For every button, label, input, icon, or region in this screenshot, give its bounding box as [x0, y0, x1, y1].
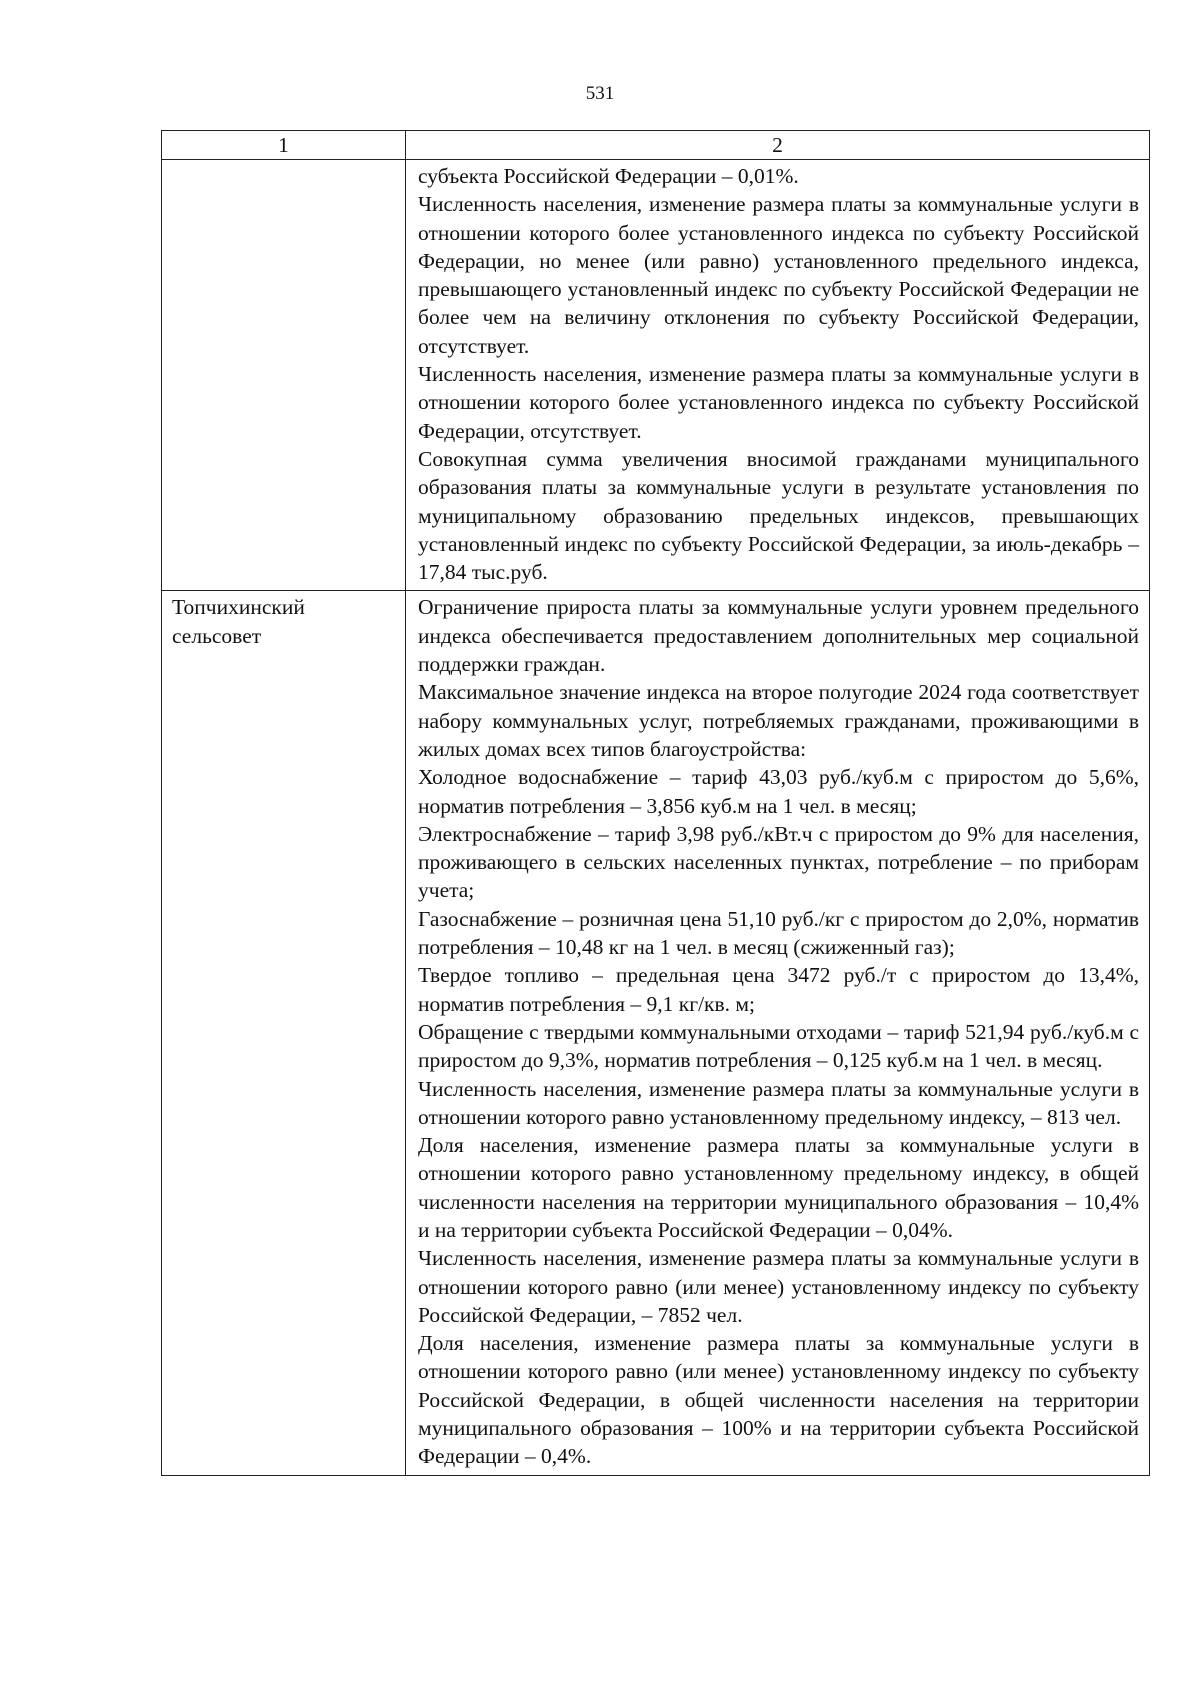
table-row	[162, 160, 1150, 591]
paragraph: Электроснабжение – тариф 3,98 руб./кВт.ч с приростом до 9% для населения, проживающего в сельских населенных пунктах, потребление – по приборам учета;	[418, 821, 1139, 903]
paragraph: Доля населения, изменение размера платы за коммунальные услуги в отношении которого равно (или менее) установленному индексу по субъекту Российской Федерации, в общей численности населения на территории муниципального образования – 100% и на территории субъекта Российской Федерации – 0,4%.	[418, 1331, 1139, 1469]
paragraph: Твердое топливо – предельная цена 3472 руб./т с приростом до 13,4%, норматив потребления – 9,1 кг/кв. м;	[418, 963, 1139, 1016]
paragraph: Численность населения, изменение размера платы за коммунальные услуги в отношении которого более установленного индекса по субъекту Российской Федерации, отсутствует.	[418, 362, 1139, 443]
column-header-1: 1	[162, 131, 406, 160]
paragraph: Совокупная сумма увеличения вносимой гражданами муниципального образования платы за коммунальные услуги в результате установления по муниципальному образованию предельных индексов, превышающих установленный индекс по субъекту Российской Федерации, за июль-декабрь – 17,84 тыс.руб.	[418, 446, 1139, 585]
table-header-row	[162, 131, 1150, 160]
paragraph: Максимальное значение индекса на второе полугодие 2024 года соответствует набору коммунальных услуг, потребляемых гражданами, проживающими в жилых домах всех типов благоустройства:	[418, 680, 1139, 761]
paragraph: Численность населения, изменение размера платы за коммунальные услуги в отношении которого равно (или менее) установленному индексу по субъекту Российской Федерации, – 7852 чел.	[418, 1246, 1139, 1327]
document-table	[161, 130, 1150, 1476]
table-row	[162, 591, 1150, 1475]
paragraph: Численность населения, изменение размера платы за коммунальные услуги в отношении которого более установленного индекса по субъекту Российской Федерации, но менее (или равно) установленного предельного индекса, превышающего установленный индекс по субъекту Российской Федерации не более чем на величину отклонения по субъекту Российской Федерации, отсутствует.	[418, 192, 1139, 358]
paragraph: Численность населения, изменение размера платы за коммунальные услуги в отношении которого равно установленному предельному индексу, – 813 чел.	[418, 1076, 1139, 1129]
municipality-name-cell: Топчихинский сельсовет	[162, 591, 406, 1475]
paragraph: Ограничение прироста платы за коммунальные услуги уровнем предельного индекса обеспечивается предоставлением дополнительных мер социальной поддержки граждан.	[418, 595, 1139, 677]
column-header-2: 2	[406, 131, 1150, 160]
paragraph: субъекта Российской Федерации – 0,01%.	[418, 164, 799, 188]
municipality-name-cell	[162, 160, 406, 591]
paragraph: Доля населения, изменение размера платы за коммунальные услуги в отношении которого равно установленному предельному индексу, в общей численности населения на территории муниципального образования – 10,4% и на территории субъекта Российской Федерации – 0,04%.	[418, 1133, 1139, 1242]
description-cell	[406, 160, 1150, 591]
paragraph: Газоснабжение – розничная цена 51,10 руб./кг с приростом до 2,0%, норматив потребления – 10,48 кг на 1 чел. в месяц (сжиженный газ);	[418, 906, 1139, 960]
description-cell	[406, 591, 1150, 1475]
page-number: 531	[585, 83, 615, 104]
paragraph: Холодное водоснабжение – тариф 43,03 руб./куб.м с приростом до 5,6%, норматив потребления – 3,856 куб.м на 1 чел. в месяц;	[418, 765, 1139, 818]
paragraph: Обращение с твердыми коммунальными отходами – тариф 521,94 руб./куб.м с приростом до 9,3%, норматив потребления – 0,125 куб.м на 1 чел. в месяц.	[418, 1019, 1139, 1073]
